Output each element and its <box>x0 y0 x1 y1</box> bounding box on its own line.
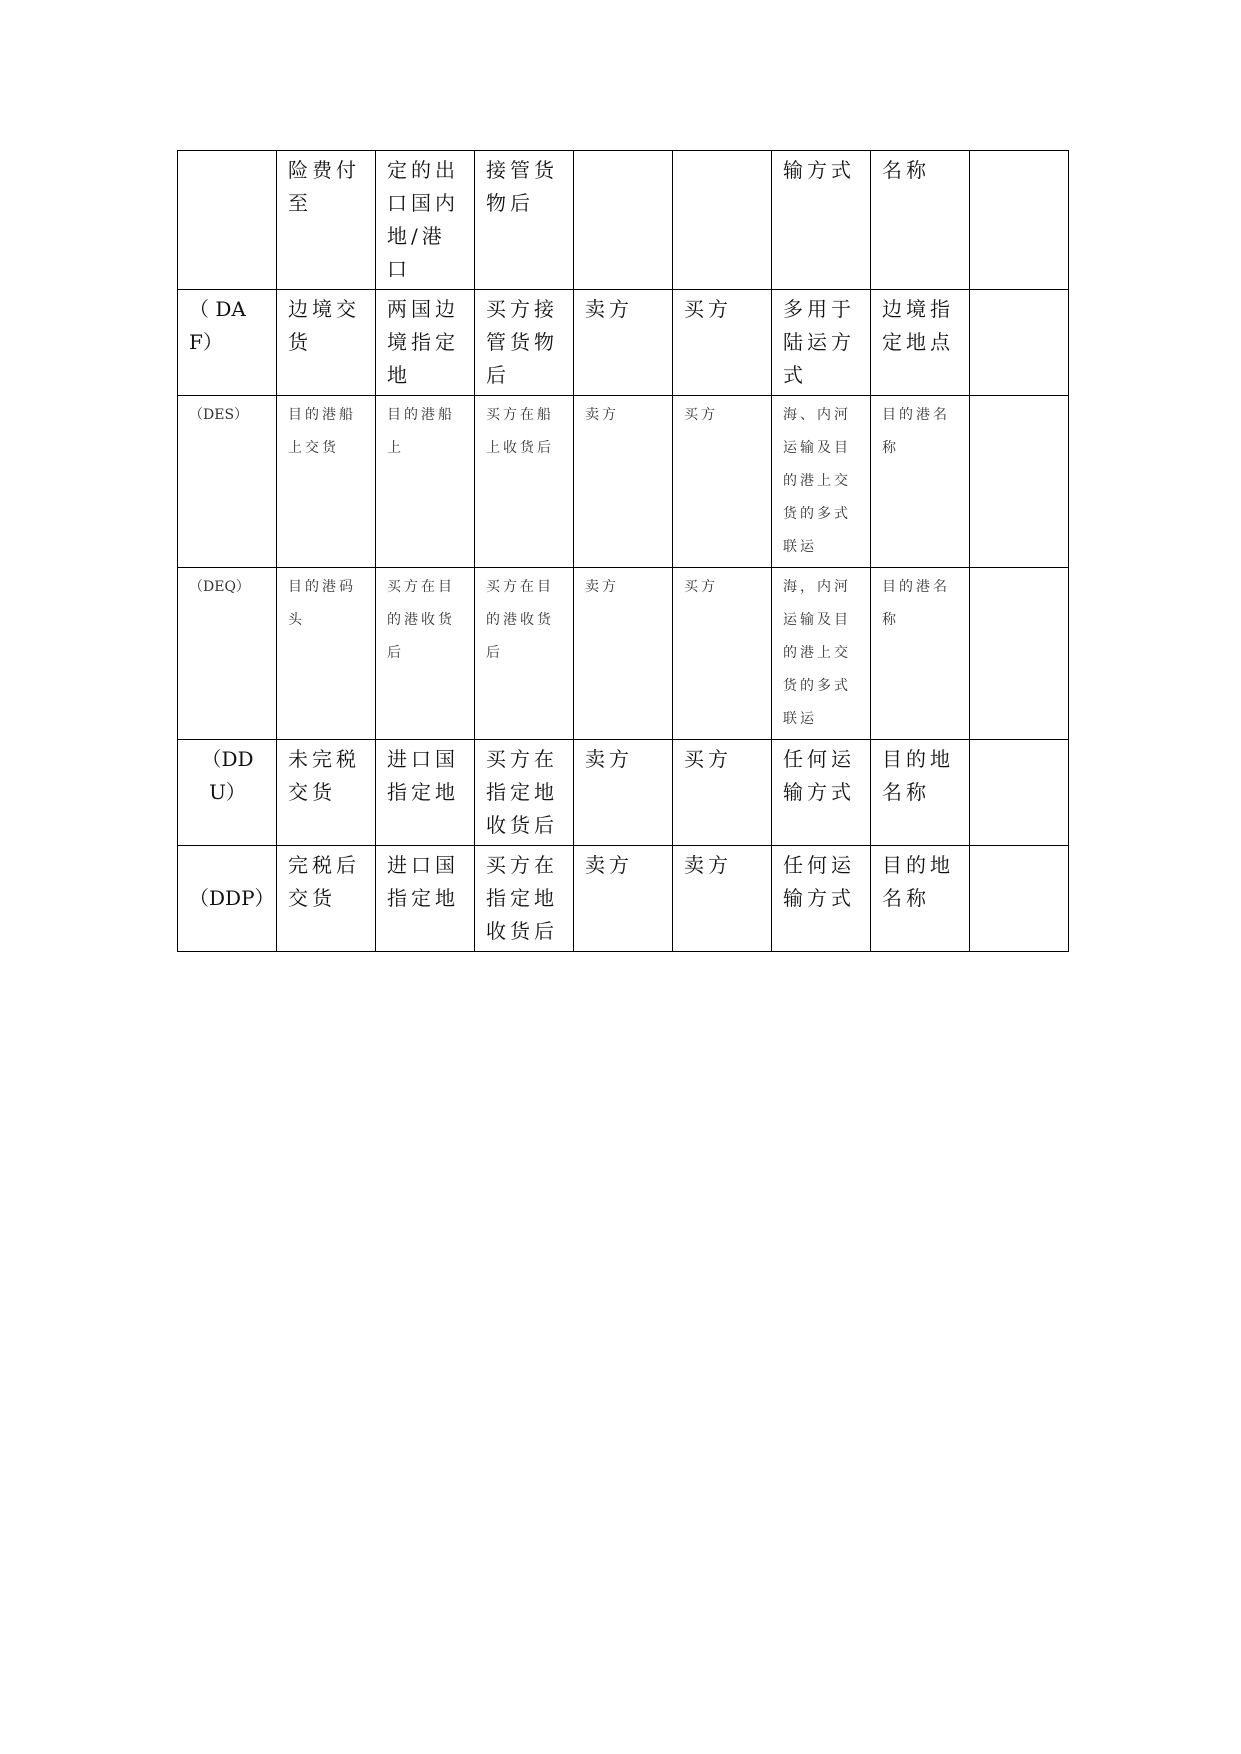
table-cell: 边境交货 <box>277 290 376 396</box>
table-cell: 海、内河运输及目的港上交货的多式联运 <box>772 396 871 568</box>
table-cell: 名称 <box>871 151 970 290</box>
table-cell: 卖方 <box>574 740 673 846</box>
table-cell <box>970 568 1069 740</box>
table-cell: 目的港船上交货 <box>277 396 376 568</box>
table-cell: 目的地名称 <box>871 740 970 846</box>
table-cell: 接管货物后 <box>475 151 574 290</box>
term-code-cell: （DES） <box>178 396 277 568</box>
table-cell: 买方 <box>673 396 772 568</box>
table-row <box>178 740 1069 846</box>
table-cell <box>970 846 1069 952</box>
table-cell: 卖方 <box>574 568 673 740</box>
table-row <box>178 151 1069 290</box>
incoterms-table <box>177 150 1069 952</box>
table-cell: 卖方 <box>673 846 772 952</box>
table-cell: 卖方 <box>574 290 673 396</box>
term-code-cell: （DEQ） <box>178 568 277 740</box>
table-row <box>178 396 1069 568</box>
table-cell: 边境指定地点 <box>871 290 970 396</box>
table-cell: 买方在指定地收货后 <box>475 740 574 846</box>
table-cell: 未完税交货 <box>277 740 376 846</box>
table-cell: 买方在目的港收货后 <box>475 568 574 740</box>
table-cell: 买方 <box>673 568 772 740</box>
table-cell: 任何运输方式 <box>772 846 871 952</box>
table-cell: 两国边境指定地 <box>376 290 475 396</box>
table-cell: 买方接管货物后 <box>475 290 574 396</box>
table-cell: 输方式 <box>772 151 871 290</box>
table-cell: 进口国指定地 <box>376 846 475 952</box>
table-cell: 险费付至 <box>277 151 376 290</box>
term-code-cell: （DDU） <box>178 740 277 846</box>
table-cell: 目的港船上 <box>376 396 475 568</box>
table-cell: 卖方 <box>574 846 673 952</box>
table-cell <box>970 151 1069 290</box>
table-cell: 买方 <box>673 290 772 396</box>
table-cell: 买方在指定地收货后 <box>475 846 574 952</box>
term-code-cell: （DDP） <box>178 846 277 952</box>
table-cell: 进口国指定地 <box>376 740 475 846</box>
table-cell <box>970 290 1069 396</box>
table-cell <box>574 151 673 290</box>
table-cell: 买方 <box>673 740 772 846</box>
table-cell: 任何运输方式 <box>772 740 871 846</box>
table-cell <box>970 396 1069 568</box>
table-row <box>178 846 1069 952</box>
table-cell: 目的港码头 <box>277 568 376 740</box>
table-cell: 卖方 <box>574 396 673 568</box>
table-cell: 买方在船上收货后 <box>475 396 574 568</box>
table-cell: 定的出口国内地/港口 <box>376 151 475 290</box>
table-cell: 完税后交货 <box>277 846 376 952</box>
table-cell <box>178 151 277 290</box>
table-row <box>178 568 1069 740</box>
table-cell: 海，内河运输及目的港上交货的多式联运 <box>772 568 871 740</box>
term-code-cell: （ DAF） <box>178 290 277 396</box>
table-cell: 买方在目的港收货后 <box>376 568 475 740</box>
table-cell: 目的地名称 <box>871 846 970 952</box>
table-row <box>178 290 1069 396</box>
table-cell: 目的港名称 <box>871 568 970 740</box>
table-cell: 多用于陆运方式 <box>772 290 871 396</box>
table-cell <box>970 740 1069 846</box>
table-cell: 目的港名称 <box>871 396 970 568</box>
table-cell <box>673 151 772 290</box>
